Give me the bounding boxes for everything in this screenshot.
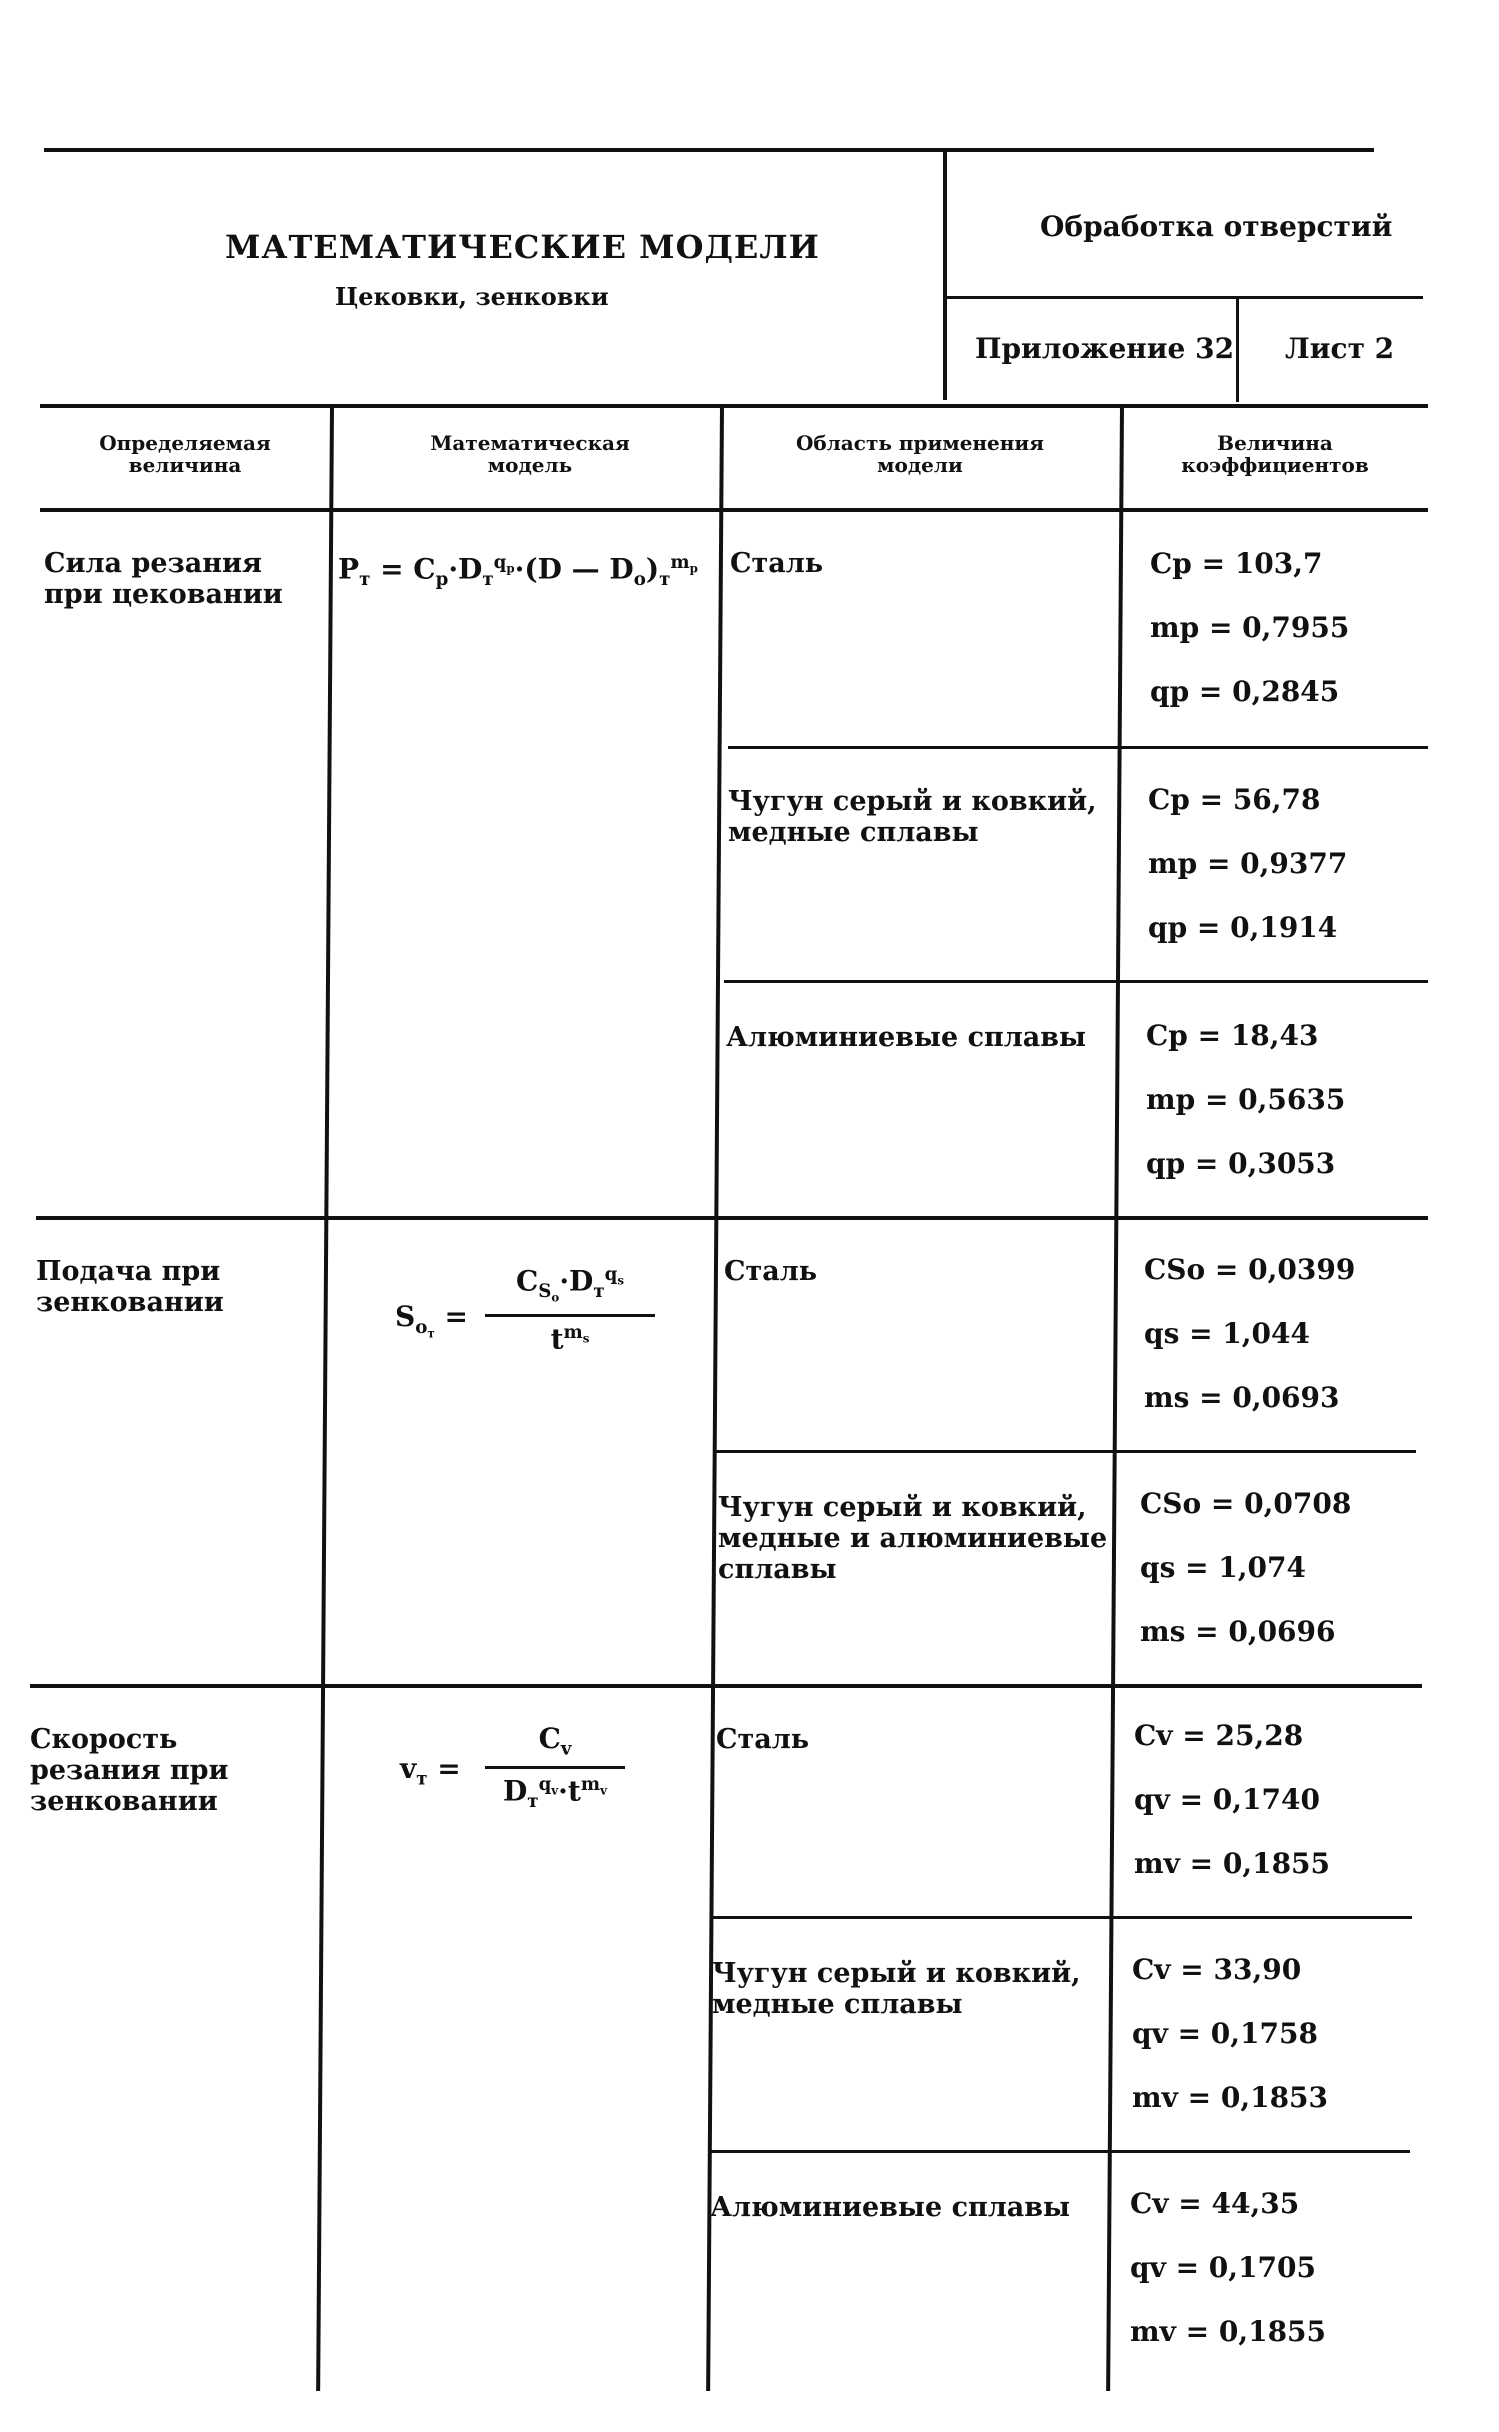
coef-3-3-a: Cv = 44,35 [1130,2187,1300,2220]
area-2-2: Чугун серый и ковкий, медные и алюминиевые сплавы [718,1492,1108,1585]
coef-2-1-b: qs = 1,044 [1144,1317,1310,1350]
coef-1-1-c: qp = 0,2845 [1150,675,1340,708]
page-title: МАТЕМАТИЧЕСКИЕ МОДЕЛИ [225,228,820,266]
table-top-rule [40,404,1428,408]
coef-3-1-b: qv = 0,1740 [1134,1783,1320,1816]
header-divider [943,150,947,400]
row-rule-2a [716,1450,1416,1453]
column-header-model: Математическая модель [430,431,630,477]
coef-1-1-a: Cp = 103,7 [1150,547,1323,580]
column-rule-1 [316,406,334,2391]
header-sheet-divider [1236,298,1239,402]
group-rule-2 [30,1684,1422,1688]
coef-2-2-a: CSo = 0,0708 [1140,1487,1352,1520]
header-box-rule [943,296,1423,299]
coef-3-2-a: Cv = 33,90 [1132,1953,1302,1986]
quantity-cutting-force: Сила резания при цековании [44,548,283,610]
coef-2-1-a: CSo = 0,0399 [1144,1253,1356,1286]
row-rule-3b [710,2150,1410,2153]
coef-2-2-c: ms = 0,0696 [1140,1615,1336,1648]
row-rule-1a [728,746,1428,749]
model-cutting-force: $P_т = C_p\cdot D_т^{q_p}\cdot(D$ — $D_o)_т^{m_p}$ [338,552,698,590]
quantity-cutting-speed: Скорость резания при зенковании [30,1724,229,1817]
coef-3-2-b: qv = 0,1758 [1132,2017,1318,2050]
coef-2-2-b: qs = 1,074 [1140,1551,1306,1584]
coef-1-2-a: Cp = 56,78 [1148,783,1321,816]
appendix-label: Приложение 32 [975,332,1235,365]
area-3-3: Алюминиевые сплавы [710,2192,1071,2223]
column-rule-2 [706,406,724,2391]
coef-3-1-a: Cv = 25,28 [1134,1719,1304,1752]
coef-3-3-c: mv = 0,1855 [1130,2315,1327,2348]
area-3-1: Сталь [716,1724,810,1755]
coef-3-3-b: qv = 0,1705 [1130,2251,1316,2284]
page-subtitle: Цековки, зенковки [335,282,609,311]
column-header-area: Область применения модели [795,431,1045,477]
sheet-label: Лист 2 [1285,332,1395,365]
coef-1-1-b: mp = 0,7955 [1150,611,1350,644]
coef-1-2-b: mp = 0,9377 [1148,847,1348,880]
area-2-1: Сталь [724,1256,818,1287]
row-rule-3a [712,1916,1412,1919]
column-header-quantity: Определяемая величина [99,431,271,477]
document-page: МАТЕМАТИЧЕСКИЕ МОДЕЛИ Цековки, зенковки Обработка отверстий Приложение 32 Лист 2 Определяемая величина Математическая модель Область применения модели Величина коэффициентов Сила резания при цековании $P_т = C_p\cdot D_т^{q_p}\cdot(D$ — $D_o)_т^{m_p}$ Сталь Cp = 103,7 mp = 0,7955 qp = 0,2845 Чугун серый и ковкий, медные сплавы Cp = 56,78 mp = 0,9377 qp = 0,1914 Алюминиевые сплавы Cp = 18,43 mp = 0,5635 qp = 0,3053 Подача при зенковании $S_{o_т}$ = $C_{S_o}\cdot D_т^{q_s}$ $t^{m_s}$ Сталь CSo = 0,0399 qs = 1,044 ms = 0,0693 Чугун серый и ковкий, медные и алюминиевые сплавы CSo = 0,0708 qs = 1,074 ms = 0,0696 Скорость резания при зенковании $v_т$ = $C_v$ $D_т^{q_v}\cdot t^{m_v}$ Сталь Cv = 25,28 qv = 0,1740 mv = 0,1855 Чугун серый и ковкий, медные сплавы Cv = 33,90 qv = 0,1758 mv = 0,1853 Алюминиевые сплавы Cv = 44,35 qv = 0,1705 mv = 0,1855 [0,0,1499,2432]
coef-1-3-c: qp = 0,3053 [1146,1147,1336,1180]
section-label: Обработка отверстий [1040,210,1393,243]
column-header-coefficients: Величина коэффициентов [1181,431,1369,477]
column-rule-3 [1106,406,1124,2391]
row-rule-1b [724,980,1428,983]
coef-1-3-b: mp = 0,5635 [1146,1083,1346,1116]
area-3-2: Чугун серый и ковкий, медные сплавы [712,1958,1081,2020]
area-1-2: Чугун серый и ковкий, медные сплавы [728,786,1097,848]
group-rule-1 [36,1216,1428,1220]
coef-1-3-a: Cp = 18,43 [1146,1019,1319,1052]
coef-2-1-c: ms = 0,0693 [1144,1381,1340,1414]
area-1-1: Сталь [730,548,824,579]
header-top-rule [44,148,1374,152]
coef-3-1-c: mv = 0,1855 [1134,1847,1331,1880]
table-header-rule [40,508,1428,512]
area-1-3: Алюминиевые сплавы [726,1022,1087,1053]
coef-1-2-c: qp = 0,1914 [1148,911,1338,944]
quantity-feed: Подача при зенковании [36,1256,224,1318]
coef-3-2-c: mv = 0,1853 [1132,2081,1329,2114]
